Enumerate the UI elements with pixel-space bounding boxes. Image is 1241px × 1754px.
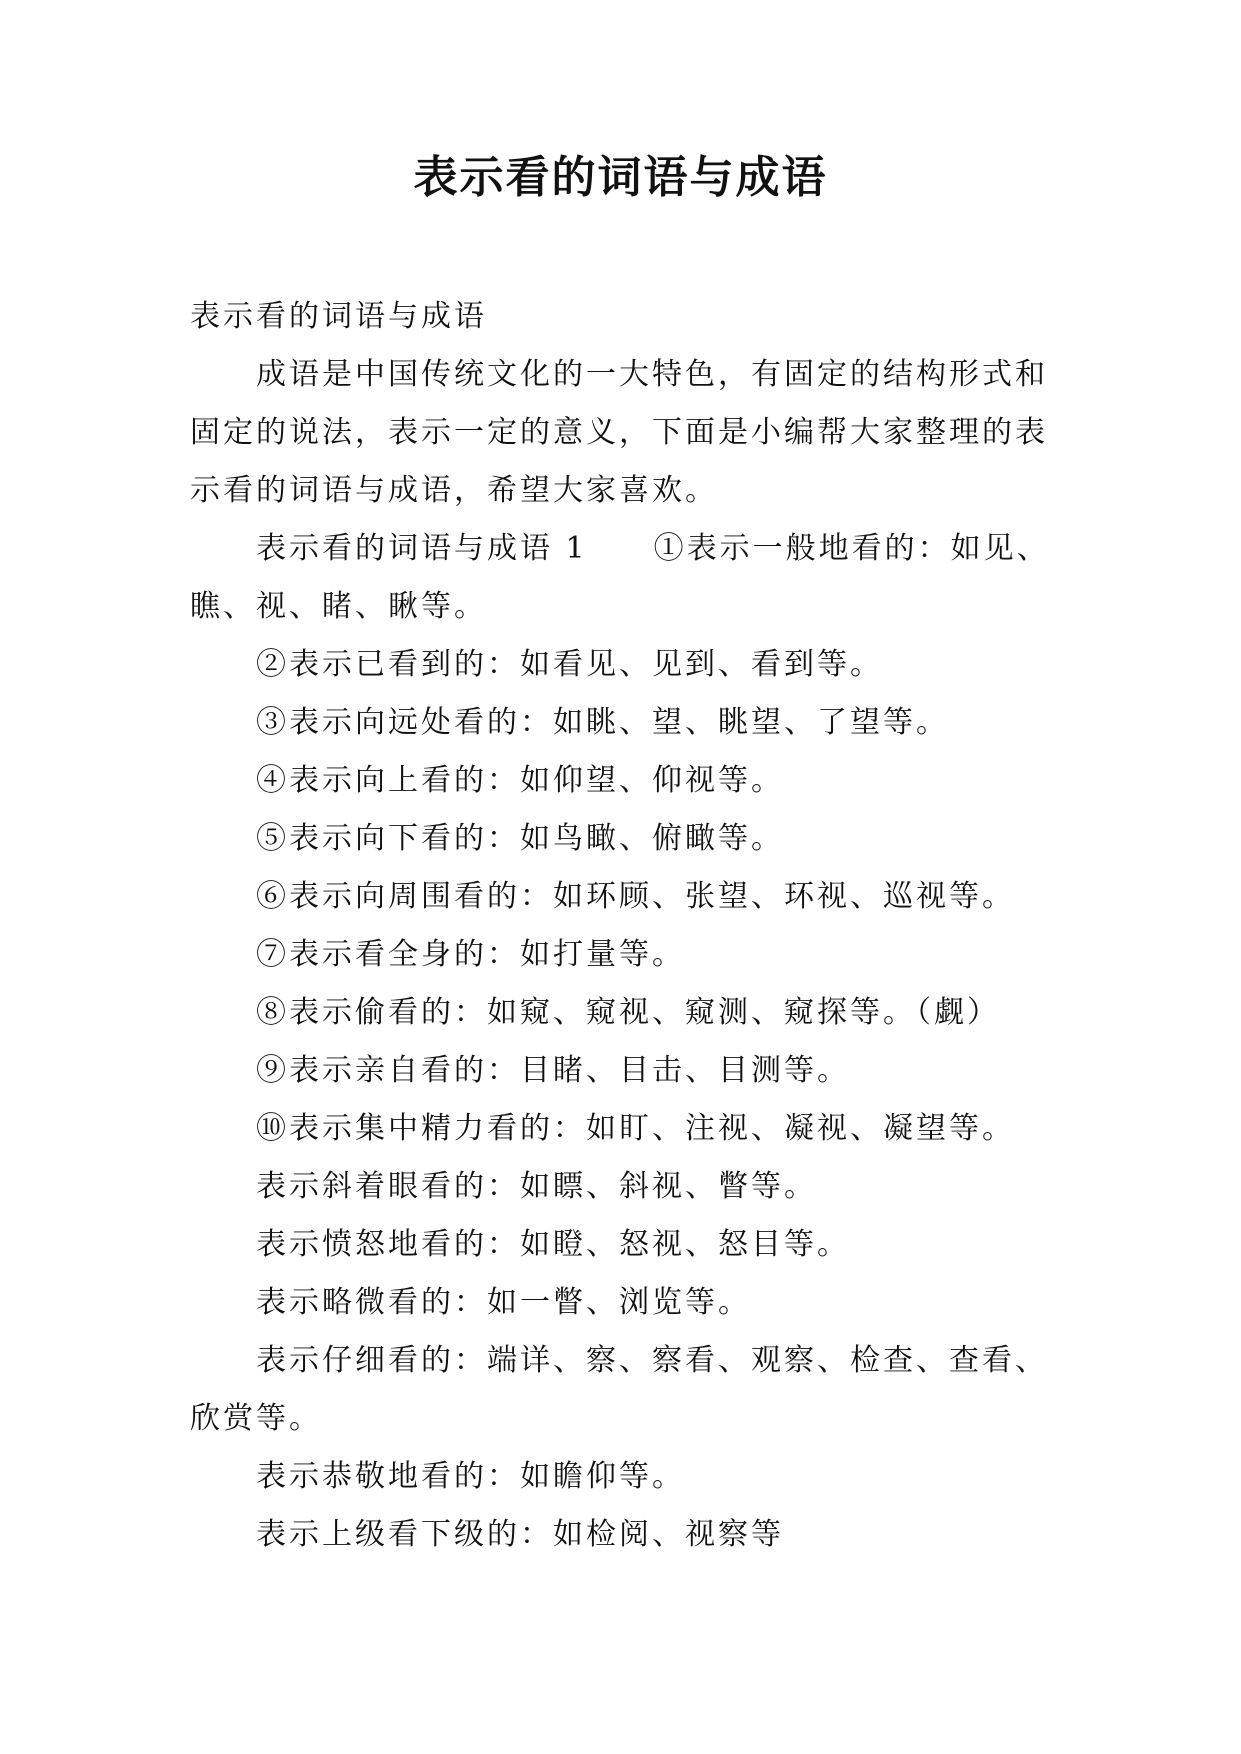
list-item: ④表示向上看的：如仰望、仰视等。 bbox=[256, 763, 784, 798]
intro-paragraph: 成语是中国传统文化的一大特色，有固定的结构形式和固定的说法，表示一定的意义，下面是小编帮大家整理的表示看的词语与成语，希望大家喜欢。 bbox=[190, 357, 1048, 508]
list-item: ③表示向远处看的：如眺、望、眺望、了望等。 bbox=[256, 705, 949, 740]
page-title: 表示看的词语与成语 bbox=[413, 152, 828, 203]
list-item: ⑦表示看全身的：如打量等。 bbox=[256, 937, 685, 972]
list-item: 表示上级看下级的：如检阅、视察等 bbox=[256, 1517, 784, 1552]
list-item: ⑥表示向周围看的：如环顾、张望、环视、巡视等。 bbox=[256, 879, 1015, 914]
list-item: 表示恭敬地看的：如瞻仰等。 bbox=[256, 1459, 685, 1494]
document-body bbox=[190, 288, 1070, 1564]
section-paragraph: 表示看的词语与成语 1 ①表示一般地看的：如见、瞧、视、睹、瞅等。 bbox=[190, 531, 1050, 624]
list-item: ⑨表示亲自看的：目睹、目击、目测等。 bbox=[256, 1053, 850, 1088]
list-item: 表示斜着眼看的：如瞟、斜视、瞥等。 bbox=[256, 1169, 817, 1204]
list-item: ⑧表示偷看的：如窥、窥视、窥测、窥探等。（觑） bbox=[256, 995, 1000, 1030]
list-item: ②表示已看到的：如看见、见到、看到等。 bbox=[256, 647, 883, 682]
list-item: ⑤表示向下看的：如鸟瞰、俯瞰等。 bbox=[256, 821, 784, 856]
list-item: 表示愤怒地看的：如瞪、怒视、怒目等。 bbox=[256, 1227, 850, 1262]
list-item: ⑩表示集中精力看的：如盯、注视、凝视、凝望等。 bbox=[256, 1111, 1015, 1146]
list-item: 表示仔细看的：端详、察、察看、观察、检查、查看、欣赏等。 bbox=[190, 1343, 1048, 1436]
body-heading: 表示看的词语与成语 bbox=[190, 299, 487, 334]
list-item: 表示略微看的：如一瞥、浏览等。 bbox=[256, 1285, 751, 1320]
